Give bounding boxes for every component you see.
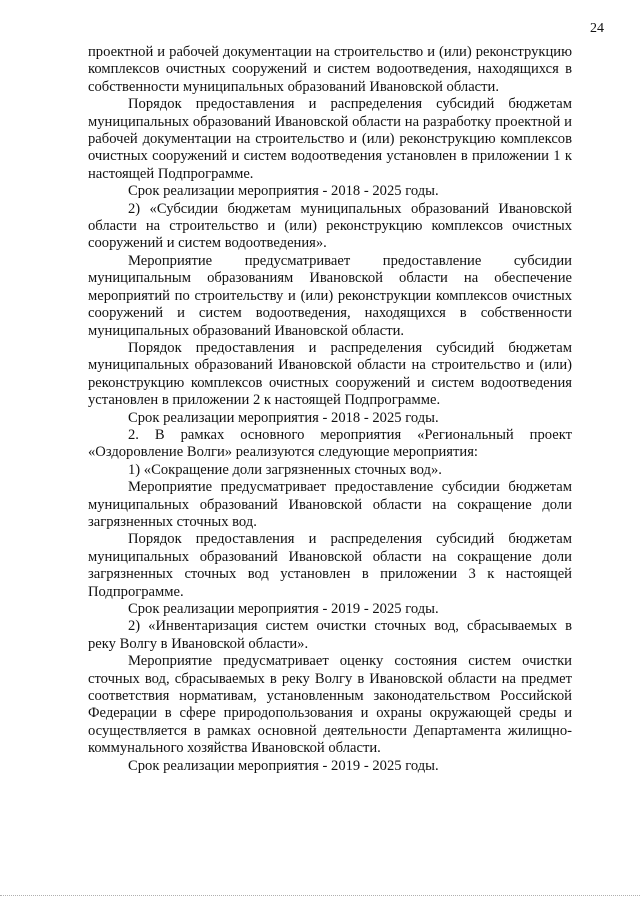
paragraph: 1) «Сокращение доли загрязненных сточных вод». <box>128 461 442 478</box>
paragraph: Порядок предоставления и распределения субсидий бюджетам муниципальных образований Ивановской области на разработку проектной и рабочей документации на строительство и (или) реконструкцию комплексов очистных сооружений и систем водоотведения установлен в приложении 1 к настоящей Подпрограмме. <box>88 96 572 182</box>
paragraph: 2. В рамках основного мероприятия «Региональный проект «Оздоровление Волги» реализуются следующие мероприятия: <box>88 426 572 461</box>
paragraph: Срок реализации мероприятия - 2018 - 2025 годы. <box>128 409 439 426</box>
paragraph: проектной и рабочей документации на строительство и (или) реконструкцию комплексов очистных сооружений и систем водоотведения, находящихся в собственности муниципальных образований Ивановской области. <box>88 44 572 95</box>
paragraph: Мероприятие предусматривает предоставление субсидии муниципальным образованиям Ивановской области на обеспечение мероприятий по строительству и (или) реконструкции комплексов очистных сооружений и систем водоотведения, находящихся в собственности муниципальных образований Ивановской области. <box>88 252 572 339</box>
scan-edge-line <box>0 895 640 897</box>
paragraph: Срок реализации мероприятия - 2019 - 2025 годы. <box>128 757 439 774</box>
paragraph: 2) «Субсидии бюджетам муниципальных образований Ивановской области на строительство и (или) реконструкцию комплексов очистных сооружений и систем водоотведения». <box>88 200 572 252</box>
page-number: 24 <box>590 21 604 36</box>
paragraph: Мероприятие предусматривает оценку состояния систем очистки сточных вод, сбрасываемых в реку Волгу в Ивановской области на предмет соответствия нормативам, установленным законодательством Российской Федерации в сфере природопользования и охраны окружающей среды и осуществляется в рамках основной деятельности Департамента жилищно-коммунального хозяйства Ивановской области. <box>88 653 572 757</box>
paragraph: 2) «Инвентаризация систем очистки сточных вод, сбрасываемых в реку Волгу в Ивановской области». <box>88 618 572 652</box>
paragraph: Срок реализации мероприятия - 2019 - 2025 годы. <box>128 601 439 617</box>
paragraph: Порядок предоставления и распределения субсидий бюджетам муниципальных образований Ивановской области на сокращение доли загрязненных сточных вод установлен в приложении 3 к настоящей Подпрограмме. <box>88 531 572 600</box>
body-text <box>88 44 572 775</box>
paragraph: Порядок предоставления и распределения субсидий бюджетам муниципальных образований Ивановской области на строительство и (или) реконструкцию комплексов очистных сооружений и систем водоотведения установлен в приложении 2 к настоящей Подпрограмме. <box>88 339 572 409</box>
paragraph: Срок реализации мероприятия - 2018 - 2025 годы. <box>128 183 439 200</box>
paragraph: Мероприятие предусматривает предоставление субсидии бюджетам муниципальных образований Ивановской области на сокращение доли загрязненных сточных вод. <box>88 479 572 530</box>
